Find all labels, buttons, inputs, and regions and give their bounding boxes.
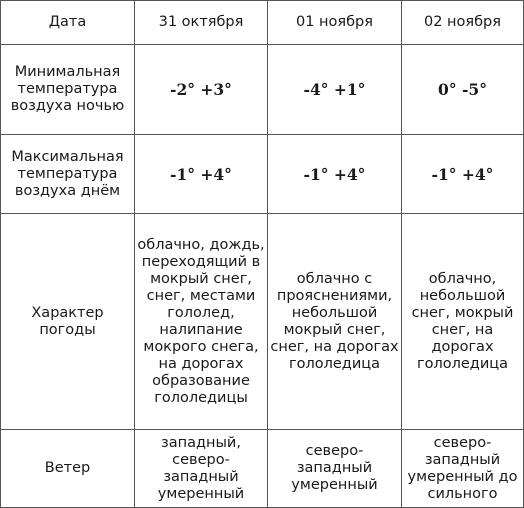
max-temp-label: Максимальная температура воздуха днём bbox=[11, 148, 124, 199]
weather-value-cell bbox=[135, 214, 268, 430]
min-temp-label-cell bbox=[1, 45, 135, 135]
wind-value: северо- западный умеренный до сильного bbox=[407, 434, 518, 502]
wind-value-cell bbox=[268, 430, 402, 508]
day-header-cell bbox=[135, 1, 268, 45]
min-temp-label: Минимальная температура воздуха ночью bbox=[10, 64, 125, 114]
wind-value: западный, северо-западный умеренный bbox=[157, 434, 245, 502]
date-header-cell bbox=[1, 1, 135, 45]
weather-value-cell bbox=[402, 214, 524, 430]
wind-value-cell bbox=[402, 430, 524, 508]
header-row bbox=[1, 1, 524, 45]
max-temp-value-cell bbox=[135, 135, 268, 214]
min-temp-value-cell bbox=[402, 45, 524, 135]
day-header-label: 31 октября bbox=[158, 14, 244, 30]
weather-label-cell bbox=[1, 214, 135, 430]
min-temp-value: -2° +3° bbox=[170, 80, 232, 99]
weather-value: облачно, небольшой снег, мокрый снег, на дорогах гололедица bbox=[411, 270, 514, 372]
weather-value: облачно, дождь, переходящий в мокрый снег, снег, местами гололед, налипание мокрого снега, на дорогах образование гололедицы bbox=[137, 236, 265, 406]
day-header-cell bbox=[402, 1, 524, 45]
weather-label: Характер погоды bbox=[31, 304, 104, 338]
weather-value: облачно с прояснениями, небольшой мокрый снег, снег, на дорогах гололедица bbox=[270, 270, 399, 372]
max-temp-value-cell bbox=[268, 135, 402, 214]
day-header-cell bbox=[268, 1, 402, 45]
wind-row bbox=[1, 430, 524, 508]
wind-value: северо-западный умеренный bbox=[291, 443, 378, 493]
wind-label-cell bbox=[1, 430, 135, 508]
min-temp-value: -4° +1° bbox=[303, 80, 366, 99]
date-header-label: Дата bbox=[48, 14, 87, 30]
min-temp-row bbox=[1, 45, 524, 135]
max-temp-label-cell bbox=[1, 135, 135, 214]
wind-value-cell bbox=[135, 430, 268, 508]
weather-row bbox=[1, 214, 524, 430]
wind-label: Ветер bbox=[44, 460, 91, 476]
max-temp-value-cell bbox=[402, 135, 524, 214]
weather-value-cell bbox=[268, 214, 402, 430]
max-temp-row bbox=[1, 135, 524, 214]
max-temp-value: -1° +4° bbox=[170, 164, 232, 184]
day-header-label: 01 ноября bbox=[295, 14, 373, 30]
min-temp-value: 0° -5° bbox=[438, 80, 487, 99]
min-temp-value-cell bbox=[135, 45, 268, 135]
max-temp-value: -1° +4° bbox=[431, 164, 494, 184]
max-temp-value: -1° +4° bbox=[303, 164, 366, 184]
min-temp-value-cell bbox=[268, 45, 402, 135]
day-header-label: 02 ноября bbox=[423, 14, 501, 30]
